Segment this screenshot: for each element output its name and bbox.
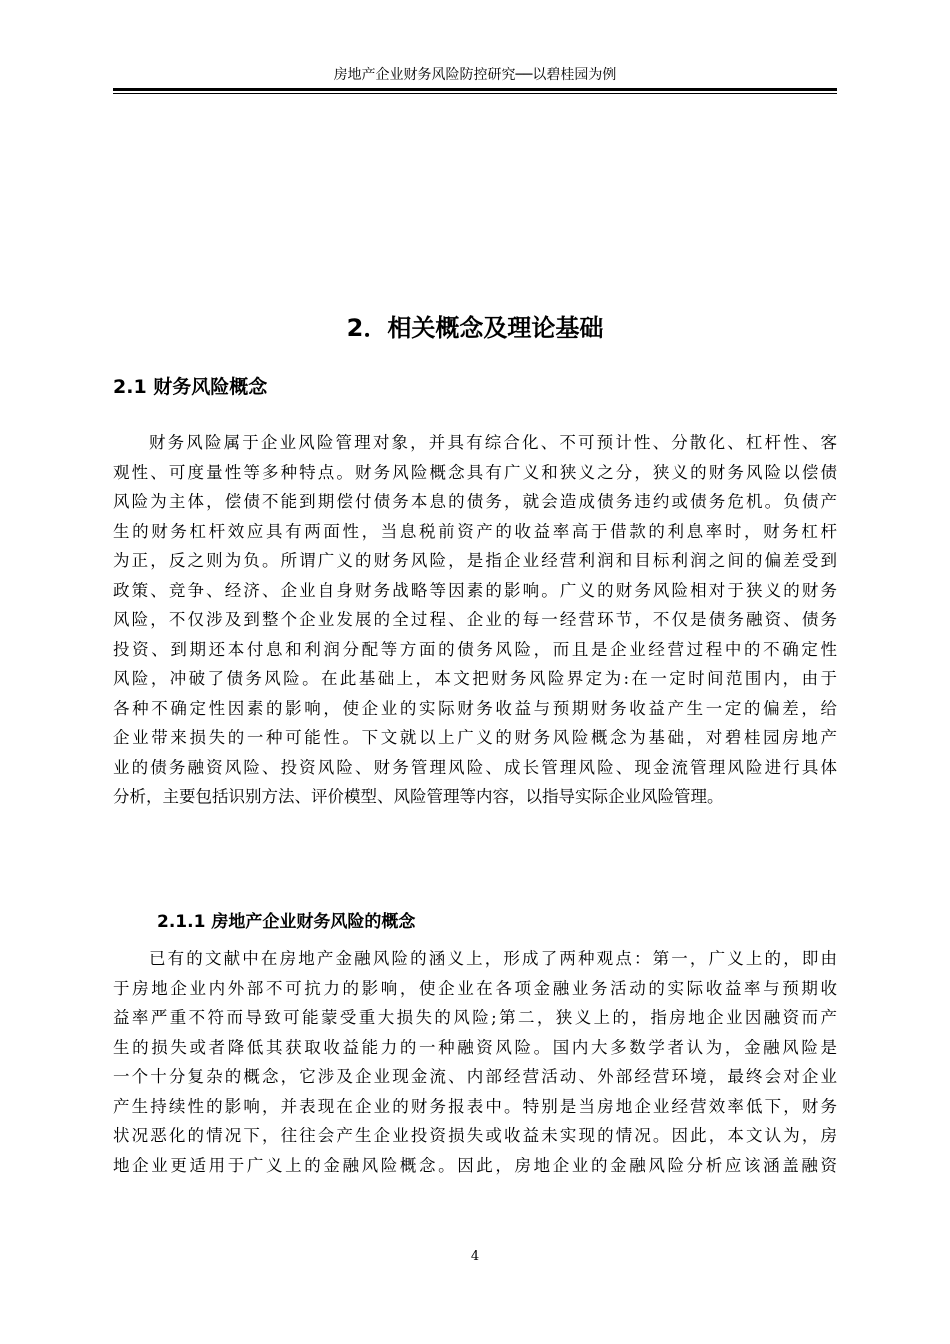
paragraph-line: 益率严重不符而导致可能蒙受重大损失的风险;第二，狭义上的，指房地企业因融资而产 xyxy=(113,1008,837,1027)
paragraph-line: 地企业更适用于广义上的金融风险概念。因此，房地企业的金融风险分析应该涵盖融资 xyxy=(113,1155,837,1175)
paragraph-line: 各种不确定性因素的影响，使企业的实际财务收益与预期财务收益产生一定的偏差，给 xyxy=(113,698,837,718)
paragraph-line: 政策、竞争、经济、企业自身财务战略等因素的影响。广义的财务风险相对于狭义的财务 xyxy=(113,580,837,600)
subsection-title-2-1-1: 2.1.1 房地产企业财务风险的概念 xyxy=(157,912,416,932)
paragraph-line: 财务风险属于企业风险管理对象，并具有综合化、不可预计性、分散化、杠杆性、客 xyxy=(149,433,837,452)
paragraph-line: 一个十分复杂的概念，它涉及企业现金流、内部经营活动、外部经营环境，最终会对企业 xyxy=(113,1067,837,1086)
paragraph-line: 观性、可度量性等多种特点。财务风险概念具有广义和狭义之分，狭义的财务风险以偿债 xyxy=(113,462,837,482)
chapter-title: 2．相关概念及理论基础 xyxy=(346,314,604,342)
paragraph-line: 状况恶化的情况下，往往会产生企业投资损失或收益未实现的情况。因此，本文认为，房 xyxy=(113,1126,837,1145)
paragraph-line: 于房地企业内外部不可抗力的影响，使企业在各项金融业务活动的实际收益率与预期收 xyxy=(113,978,837,998)
page-number: 4 xyxy=(470,1249,480,1264)
paragraph-line: 为正，反之则为负。所谓广义的财务风险，是指企业经营利润和目标利润之间的偏差受到 xyxy=(113,551,837,570)
paragraph-line: 企业带来损失的一种可能性。下文就以上广义的财务风险概念为基础，对碧桂园房地产 xyxy=(113,728,837,747)
paragraph-2-1-1 xyxy=(113,944,837,1180)
paragraph-2-1 xyxy=(113,428,837,812)
paragraph-line: 生的损失或者降低其获取收益能力的一种融资风险。国内大多数学者认为，金融风险是 xyxy=(113,1037,837,1057)
paragraph-line: 已有的文献中在房地产金融风险的涵义上，形成了两种观点：第一，广义上的，即由 xyxy=(149,949,837,968)
header-rule-thin xyxy=(113,93,837,94)
header-rule-thick xyxy=(113,88,837,91)
section-title-2-1: 2.1 财务风险概念 xyxy=(113,376,268,398)
paragraph-line: 业的债务融资风险、投资风险、财务管理风险、成长管理风险、现金流管理风险进行具体 xyxy=(113,757,837,777)
running-header: 房地产企业财务风险防控研究──以碧桂园为例 xyxy=(333,67,617,83)
paragraph-line: 产生持续性的影响，并表现在企业的财务报表中。特别是当房地企业经营效率低下，财务 xyxy=(113,1096,837,1116)
paragraph-line: 风险，冲破了债务风险。在此基础上，本文把财务风险界定为:在一定时间范围内，由于 xyxy=(113,669,837,688)
paragraph-line: 生的财务杠杆效应具有两面性，当息税前资产的收益率高于借款的利息率时，财务杠杆 xyxy=(113,521,837,541)
paragraph-line: 风险，不仅涉及到整个企业发展的全过程、企业的每一经营环节，不仅是债务融资、债务 xyxy=(113,610,837,629)
paragraph-line: 投资、到期还本付息和利润分配等方面的债务风险，而且是企业经营过程中的不确定性 xyxy=(113,639,837,659)
paragraph-line: 分析，主要包括识别方法、评价模型、风险管理等内容，以指导实际企业风险管理。 xyxy=(113,787,724,806)
paragraph-line: 风险为主体，偿债不能到期偿付债务本息的债务，就会造成债务违约或债务危机。负债产 xyxy=(113,492,837,511)
